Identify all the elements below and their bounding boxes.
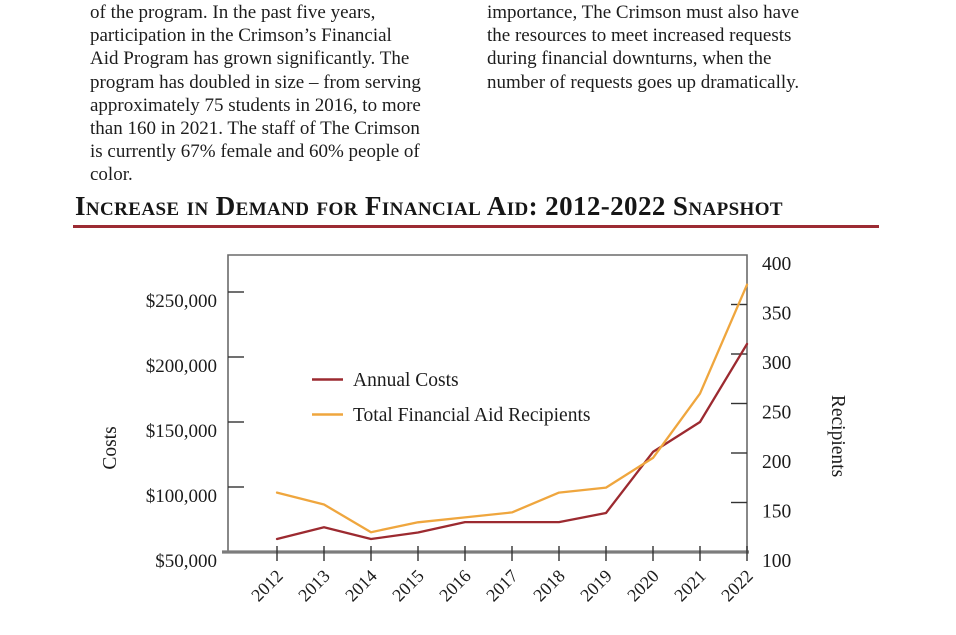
- right-axis-tick-label: 400: [762, 254, 792, 275]
- x-axis-tick-label: 2016: [435, 565, 475, 606]
- section-title: Increase in Demand for Financial Aid: 2012-2022 Snapshot: [75, 191, 783, 221]
- left-axis-title: Costs: [100, 426, 121, 470]
- x-axis-tick-label: 2019: [576, 565, 616, 606]
- right-axis-tick-label: 150: [762, 501, 792, 523]
- right-axis-tick-label: 200: [762, 452, 792, 473]
- right-axis-tick-label: 250: [762, 402, 792, 424]
- plot-border: [228, 255, 747, 552]
- left-axis-tick-label: $50,000: [155, 551, 217, 572]
- intro-left-paragraph: of the program. In the past five years, participation in the Crimson’s Financial Aid Program has grown significantly. The program has doubled in size – from serving approximately 75 students in 2016, to more than 160 in 2021. The staff of The Crimson is currently 67% female and 60% people of color.: [90, 2, 421, 186]
- x-axis-tick-label: 2013: [294, 565, 334, 606]
- title-underline: [73, 225, 879, 228]
- left-axis-tick-label: $150,000: [145, 421, 217, 442]
- x-axis-tick-label: 2012: [247, 565, 287, 606]
- right-axis-tick-label: 100: [762, 551, 792, 572]
- right-axis-tick-label: 300: [762, 353, 792, 374]
- section-heading-block: [73, 191, 879, 228]
- legend-label-annual-costs: Annual Costs: [353, 370, 459, 391]
- x-axis-tick-label: 2015: [388, 565, 428, 606]
- intro-right-paragraph: importance, The Crimson must also have the resources to meet increased requests during financial downturns, when the number of requests goes up dramatically.: [487, 2, 800, 93]
- left-axis-tick-label: $250,000: [145, 291, 217, 312]
- x-axis-tick-label: 2018: [529, 565, 569, 606]
- x-axis-tick-label: 2020: [623, 565, 663, 606]
- right-axis-title: Recipients: [827, 394, 848, 478]
- chart-svg: [0, 245, 956, 635]
- right-axis-tick-label: 350: [762, 303, 792, 325]
- costs-line: [277, 344, 747, 539]
- x-axis-tick-label: 2022: [717, 565, 757, 606]
- financial-aid-line-chart: [0, 245, 956, 635]
- x-axis-tick-label: 2014: [341, 565, 381, 606]
- x-axis-tick-label: 2021: [670, 565, 710, 606]
- x-axis-tick-label: 2017: [482, 565, 522, 606]
- left-axis-tick-label: $200,000: [145, 356, 217, 377]
- left-axis-tick-label: $100,000: [145, 486, 217, 507]
- legend-label-recipients: Total Financial Aid Recipients: [353, 405, 591, 426]
